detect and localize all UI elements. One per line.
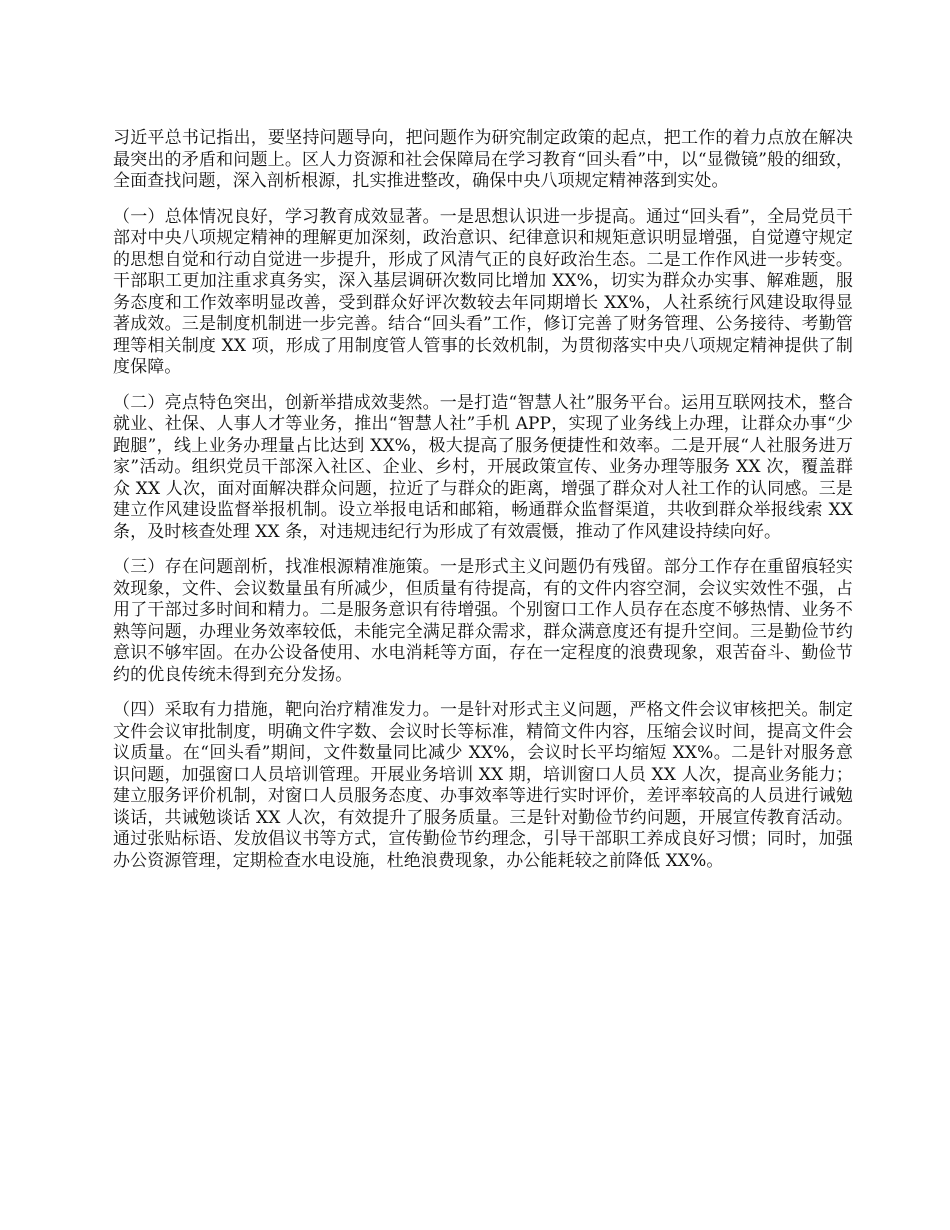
- section-3-paragraph: （三）存在问题剖析，找准根源精准施策。一是形式主义问题仍有残留。部分工作存在重留痕轻实效现象，文件、会议数量虽有所减少，但质量有待提高，有的文件内容空洞，会议实效性不强，占用了干部过多时间和精力。二是服务意识有待增强。个别窗口工作人员存在态度不够热情、业务不熟等问题，办理业务效率较低，未能完全满足群众需求，群众满意度还有提升空间。三是勤俭节约意识不够牢固。在办公设备使用、水电消耗等方面，存在一定程度的浪费现象，艰苦奋斗、勤俭节约的优良传统未得到充分发扬。: [113, 557, 853, 685]
- intro-paragraph: 习近平总书记指出，要坚持问题导向，把问题作为研究制定政策的起点，把工作的着力点放在解决最突出的矛盾和问题上。区人力资源和社会保障局在学习教育“回头看”中，以“显微镜”般的细致，全面查找问题，深入剖析根源，扎实推进整改，确保中央八项规定精神落到实处。: [113, 128, 853, 191]
- section-1-paragraph: （一）总体情况良好，学习教育成效显著。一是思想认识进一步提高。通过“回头看”，全局党员干部对中央八项规定精神的理解更加深刻，政治意识、纪律意识和规矩意识明显增强，自觉遵守规定的思想自觉和行动自觉进一步提升，形成了风清气正的良好政治生态。二是工作作风进一步转变。干部职工更加注重求真务实，深入基层调研次数同比增加 XX%，切实为群众办实事、解难题，服务态度和工作效率明显改善，受到群众好评次数较去年同期增长 XX%，人社系统行风建设取得显著成效。三是制度机制进一步完善。结合“回头看”工作，修订完善了财务管理、公务接待、考勤管理等相关制度 XX 项，形成了用制度管人管事的长效机制，为贯彻落实中央八项规定精神提供了制度保障。: [113, 206, 853, 377]
- section-2-paragraph: （二）亮点特色突出，创新举措成效斐然。一是打造“智慧人社”服务平台。运用互联网技术，整合就业、社保、人事人才等业务，推出“智慧人社”手机 APP，实现了业务线上办理，让群众办事“少跑腿”，线上业务办理量占比达到 XX%，极大提高了服务便捷性和效率。二是开展“人社服务进万家”活动。组织党员干部深入社区、企业、乡村，开展政策宣传、业务办理等服务 XX 次，覆盖群众 XX 人次，面对面解决群众问题，拉近了与群众的距离，增强了群众对人社工作的认同感。三是建立作风建设监督举报机制。设立举报电话和邮箱，畅通群众监督渠道，共收到群众举报线索 XX 条，及时核查处理 XX 条，对违规违纪行为形成了有效震慑，推动了作风建设持续向好。: [113, 392, 853, 542]
- section-4-paragraph: （四）采取有力措施，靶向治疗精准发力。一是针对形式主义问题，严格文件会议审核把关。制定文件会议审批制度，明确文件字数、会议时长等标准，精简文件内容，压缩会议时间，提高文件会议质量。在“回头看”期间，文件数量同比减少 XX%，会议时长平均缩短 XX%。二是针对服务意识问题，加强窗口人员培训管理。开展业务培训 XX 期，培训窗口人员 XX 人次，提高业务能力；建立服务评价机制，对窗口人员服务态度、办事效率等进行实时评价，差评率较高的人员进行诫勉谈话，共诫勉谈话 XX 人次，有效提升了服务质量。三是针对勤俭节约问题，开展宣传教育活动。通过张贴标语、发放倡议书等方式，宣传勤俭节约理念，引导干部职工养成良好习惯；同时，加强办公资源管理，定期检查水电设施，杜绝浪费现象，办公能耗较之前降低 XX%。: [113, 700, 853, 871]
- document-body: [113, 128, 853, 886]
